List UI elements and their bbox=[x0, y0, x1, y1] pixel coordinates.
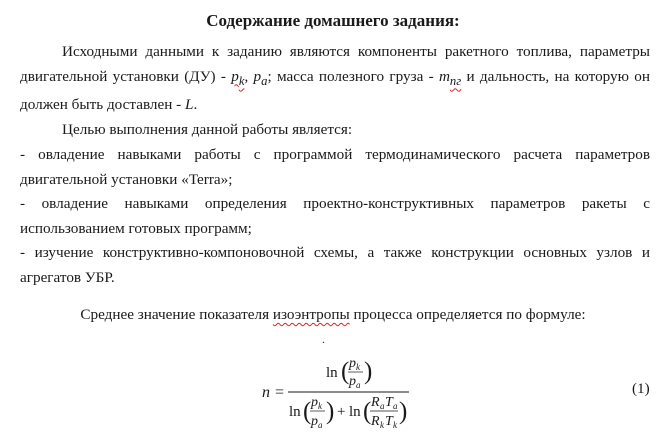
paragraph-goal-intro: Целью выполнения данной работы является: bbox=[62, 121, 353, 138]
svg-text:R: R bbox=[371, 414, 380, 429]
page-title: Содержание домашнего задания: bbox=[206, 11, 460, 30]
text-run: и дальность, на которую он должен быть доставлен - bbox=[20, 67, 650, 114]
svg-text:a: a bbox=[380, 401, 385, 411]
var-mpg: $m_{пг}$ bbox=[438, 67, 462, 88]
list-item-programs: - овладение навыками определения проектно-конструктивных параметров ракеты с использованием готовых программ; bbox=[20, 195, 650, 237]
list-item-terra: - овладение навыками работы с программой термодинамического расчета параметров двигательной установки «Terra»; bbox=[20, 146, 650, 188]
svg-text:k: k bbox=[318, 401, 322, 411]
formula-equals: = bbox=[275, 384, 285, 401]
svg-text:): ) bbox=[326, 398, 335, 425]
svg-text:): ) bbox=[364, 358, 373, 385]
svg-text:a: a bbox=[318, 420, 323, 430]
text-run: . bbox=[193, 96, 198, 114]
formula-lhs: n bbox=[262, 384, 270, 401]
svg-text:a: a bbox=[393, 401, 398, 411]
svg-text:k: k bbox=[356, 362, 360, 372]
formula-plus: + bbox=[337, 404, 346, 420]
misspelled-word: изоэнтропы bbox=[272, 306, 350, 323]
text-run: ; масса полезного груза - bbox=[267, 67, 439, 85]
svg-text:R: R bbox=[371, 395, 380, 410]
ln-denominator-1: ln bbox=[289, 404, 301, 420]
svg-text:(: ( bbox=[303, 398, 312, 425]
svg-text:k: k bbox=[380, 420, 384, 430]
formula-intro: Среднее значение показателя изоэнтропы процесса определяется по формуле: bbox=[80, 306, 586, 323]
svg-text:p: p bbox=[349, 356, 356, 371]
svg-text:p: p bbox=[349, 374, 356, 389]
list-item-scheme: - изучение конструктивно-компоновочной схемы, а также конструкции основных узлов и агрегатов УБР. bbox=[20, 244, 650, 286]
ln-numerator: ln bbox=[326, 365, 338, 381]
svg-text:(: ( bbox=[341, 358, 350, 385]
svg-text:k: k bbox=[393, 420, 397, 430]
paragraph-input-data bbox=[20, 40, 650, 118]
svg-text:): ) bbox=[399, 398, 408, 425]
svg-text:a: a bbox=[356, 380, 361, 390]
text-run: , bbox=[244, 67, 254, 85]
svg-text:T: T bbox=[385, 395, 393, 410]
var-pa: $p_a$ bbox=[253, 67, 268, 88]
svg-text:p: p bbox=[311, 395, 318, 410]
ln-denominator-2: ln bbox=[349, 404, 361, 420]
svg-text:T: T bbox=[385, 414, 393, 429]
var-L: L bbox=[185, 96, 194, 114]
isentropic-exponent-formula bbox=[240, 350, 440, 435]
stray-dot: . bbox=[322, 332, 325, 346]
svg-text:p: p bbox=[311, 414, 318, 429]
text-run: Исходными данными к заданию являются компоненты ракетного топлива, параметры двигательной установки (ДУ) - bbox=[20, 43, 650, 85]
svg-text:(: ( bbox=[363, 398, 372, 425]
equation-number: (1) bbox=[632, 380, 650, 397]
var-pk: $p_k$ bbox=[231, 67, 245, 88]
